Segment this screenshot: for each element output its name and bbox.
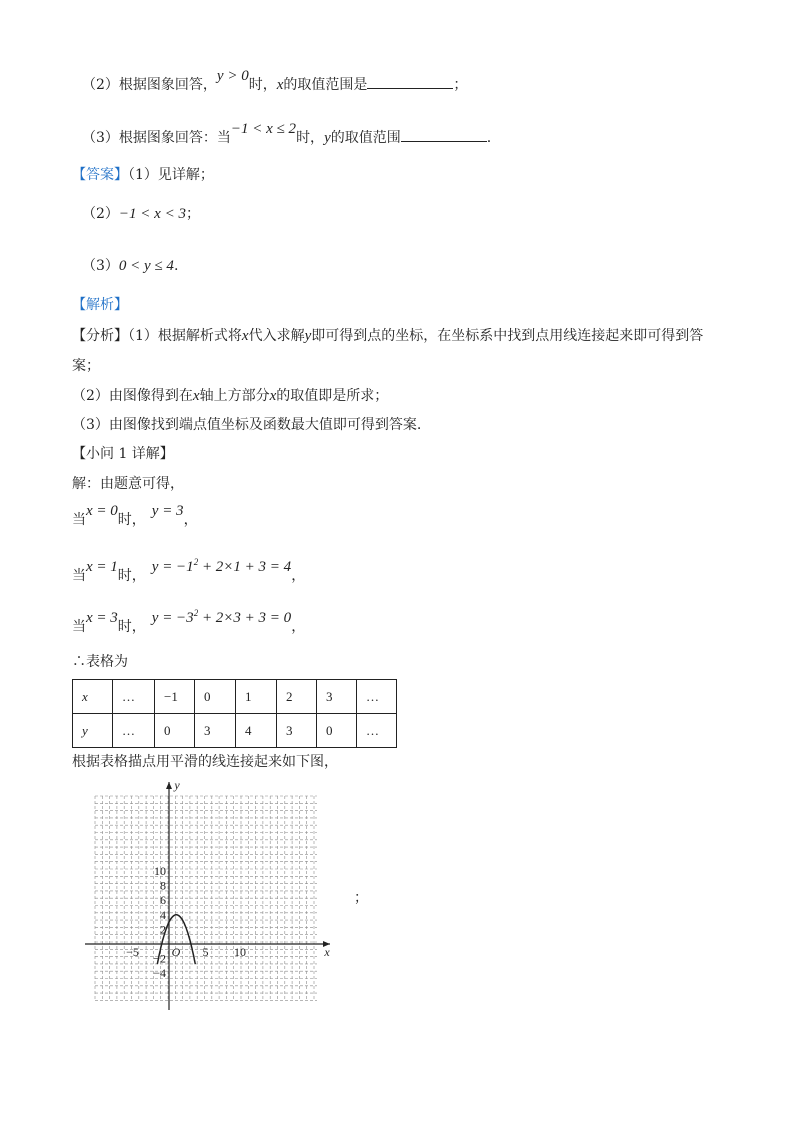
answer-line-2 [82,204,200,224]
y-tick-label: −2 [153,951,166,966]
table-cell: … [113,714,155,748]
q2-mid: 时， [248,77,277,93]
answer-3-end: . [173,258,179,274]
x-tick-label: 10 [234,945,246,959]
table-cell: 3 [195,714,236,748]
table-cell: 2 [277,680,317,714]
table-cell: … [357,680,397,714]
analysis-var-x: x [241,328,249,344]
y-tick-label: 4 [160,907,166,922]
therefore-line: ∴表格为 [72,654,128,670]
origin-label: O [171,945,181,959]
r1-cond: x = 0 [86,503,118,519]
analysis-p1a: 【分析】（1）根据解析式将 [72,328,242,344]
x-tick-label: −5 [126,945,139,959]
parabola-graph [80,778,350,1018]
r2-val-b: + 2×1 + 3 = 4 [198,559,292,575]
table-cell: −1 [155,680,195,714]
table-cell: 3 [277,714,317,748]
r2-val-a: y = −1 [151,559,194,575]
q3-var: y [324,130,331,146]
y-axis-arrow [166,782,172,789]
table-cell: 4 [236,714,277,748]
r3-val-a: y = −3 [151,610,194,626]
q2-condition: y > 0 [216,68,249,84]
answer-2-label: （2） [82,206,119,222]
table-cell: x [73,680,113,714]
shi-2: 时， [117,568,146,584]
analysis-var-x-3: x [269,388,277,404]
analysis-var-y: y [304,328,312,344]
table-cell: … [113,680,155,714]
comma-2: ， [291,568,306,584]
question-2 [82,68,468,95]
table-cell: 0 [195,680,236,714]
x-tick-label: 5 [202,945,209,959]
q3-answer-blank [401,127,487,142]
table-cell: 1 [236,680,277,714]
question-3 [82,121,492,148]
analysis-p2b: 轴上方部分 [199,388,270,404]
analysis-p1 [72,326,703,346]
value-table [72,679,397,748]
r3-val [152,610,291,626]
q2-var: x [276,77,284,93]
y-tick-label: 8 [160,878,166,893]
detail-row-2 [72,557,306,586]
table-cell: 3 [317,680,357,714]
graph-caption: 根据表格描点用平滑的线连接起来如下图， [72,754,338,770]
q2-prefix: （2）根据图象回答， [82,77,217,93]
axes [85,782,330,1010]
dang-2: 当 [72,568,86,584]
detail-intro: 解：由题意可得， [72,476,184,492]
answer-1: （1）见详解； [128,167,214,183]
tick-labels [126,778,330,980]
analysis-p2a: （2）由图像得到在 [72,388,193,404]
x-axis-label: x [324,945,330,959]
q3-mid: 时， [296,130,325,146]
answer-line-1 [72,165,214,185]
shi-1: 时， [117,512,146,528]
table-cell: y [73,714,113,748]
q3-prefix: （3）根据图象回答：当 [82,130,231,146]
shi-3: 时， [117,619,146,635]
table-cell: … [357,714,397,748]
q2-end: ； [453,77,468,93]
r2-exp: 2 [193,557,199,567]
y-tick-label: 6 [160,893,166,908]
table-row-y [73,714,397,748]
analysis-tag: 【解析】 [72,297,128,313]
answer-tag: 【答案】 [72,167,128,183]
dang-3: 当 [72,619,86,635]
q2-suffix: 的取值范围是 [283,77,368,93]
y-tick-label: −4 [153,966,166,981]
q3-suffix: 的取值范围 [330,130,401,146]
answer-line-3 [82,256,178,276]
y-tick-label: 10 [154,864,166,878]
r3-cond: x = 3 [86,610,118,626]
table-cell: 0 [155,714,195,748]
analysis-p1b: 代入求解 [248,328,305,344]
detail-row-1 [72,503,198,530]
r3-val-b: + 2×3 + 3 = 0 [198,610,292,626]
grid [95,796,317,1001]
analysis-p3: （3）由图像找到端点值坐标及函数最大值即可得到答案. [72,417,422,433]
analysis-p2 [72,386,388,406]
detail-title: 【小问 1 详解】 [72,446,174,462]
comma-1: ， [183,512,198,528]
analysis-p2c: 的取值即是所求； [276,388,389,404]
comma-3: ， [291,619,306,635]
analysis-var-x-2: x [192,388,200,404]
r2-cond: x = 1 [86,559,118,575]
y-tick-label: 2 [160,922,166,937]
table-cell: 0 [317,714,357,748]
y-axis-label: y [174,778,180,792]
q3-end: . [486,130,492,146]
r2-val [152,559,291,575]
analysis-p1c: 即可得到点的坐标，在坐标系中找到点用线连接起来即可得到答 [311,328,704,344]
detail-row-3 [72,608,306,637]
dang-1: 当 [72,512,86,528]
answer-3-math: 0 < y ≤ 4 [118,258,174,274]
answer-2-math: −1 < x < 3 [118,206,186,222]
r1-val: y = 3 [151,503,184,519]
graph-end: ； [354,890,368,906]
q2-answer-blank [367,74,453,89]
answer-2-end: ； [185,206,200,222]
r3-exp: 2 [193,608,199,618]
analysis-p1-cont: 案； [72,358,100,374]
table-row-x [73,680,397,714]
q3-condition: −1 < x ≤ 2 [230,121,297,137]
answer-3-label: （3） [82,258,119,274]
